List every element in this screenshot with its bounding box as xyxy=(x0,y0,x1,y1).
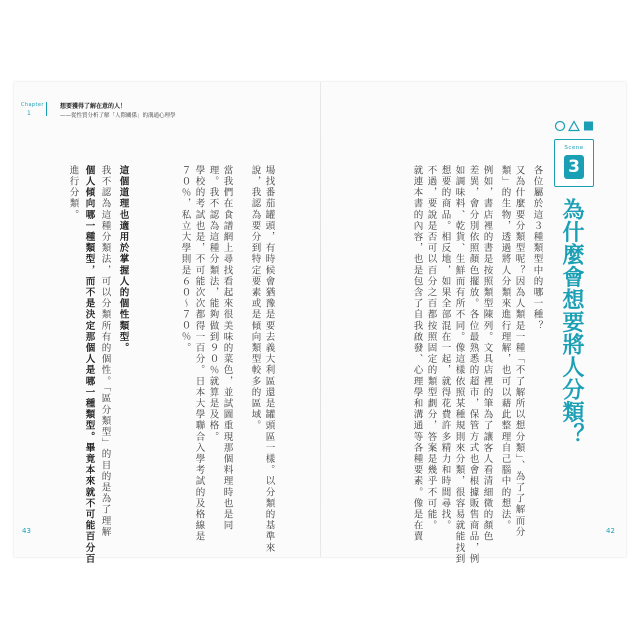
body-line: 想要的商品。相反地，如果全部混在一起，就得花費許多精力和時間尋找。 xyxy=(439,165,451,532)
body-line: 又為什麼要分類型呢？因為人類是一種「不了解所以想分類」、為了了解而分 xyxy=(513,165,525,538)
chapter-subtitle: ——從性質分析了解「人際關係」的溝通心理學 xyxy=(60,113,176,119)
page-number-left: 43 xyxy=(22,527,31,535)
body-line: 場找番茄罐頭，有時候會猶豫是要去義大利區還是罐頭區一樣。以分類的基準來 xyxy=(263,165,275,554)
body-line: 進行分類。 xyxy=(67,165,79,221)
chapter-number: 1 xyxy=(27,110,31,117)
triangle-icon xyxy=(569,122,579,131)
page-number-right: 42 xyxy=(606,527,615,535)
body-line: ７０％，私立大學則是６０～７０％。 xyxy=(179,165,191,354)
shape-icons xyxy=(554,120,594,132)
square-icon xyxy=(584,122,593,131)
body-line: 我不認為這種分類法，可以分類所有的個性。「區分類型」的目的是為了理解 xyxy=(99,165,111,538)
chapter-label: Chapter xyxy=(21,102,44,108)
body-line: 理。我不認為這種分類法，能夠做到９０％就算是及格。 xyxy=(207,165,219,443)
body-line: 就連本書的內容，也是包含了自我啟發、心理學和溝通等各種要素。像是在賣 xyxy=(411,165,423,543)
body-line: 差異，會分別依照顏色擺放。各位最熟悉的超市，保管方式也會根據販售商品，例 xyxy=(467,165,479,565)
chapter-divider xyxy=(46,102,47,116)
body-line: 學校的考試也是，不可能次次都得一百分。日本大學聯合入學考試的及格線是 xyxy=(193,165,205,543)
emphasis-line: 個人傾向哪一種類型，而不是決定那個人是哪一種類型。畢竟本來就不可能百分百 xyxy=(83,165,95,565)
body-line: 例如，書店裡的書是按照類型陳列。文具店裡的筆為了讓客人看清細微的顏色 xyxy=(481,165,493,543)
scene-box xyxy=(554,139,594,187)
body-line: 類」的生物，透過將人分類來進行理解，也可以藉此整理自己腦中的想法。 xyxy=(499,165,511,532)
page-gutter xyxy=(320,82,321,557)
circle-icon xyxy=(556,122,565,131)
emphasis-line: 這個道理也適用於掌握人的個性類型。 xyxy=(117,165,129,354)
chapter-title: 想要獲得了解在意的人！ xyxy=(60,103,127,110)
scene-label: Scene xyxy=(564,145,584,151)
scene-number-badge: 3 xyxy=(564,155,584,179)
body-line: 說，我認為要分到特定要素或是傾向類型較多的區域。 xyxy=(249,165,261,432)
body-line: 如調味料、乾貨、生鮮而有所不同。像這樣依照某種規則來分類，很容易就能找到 xyxy=(453,165,465,565)
body-line: 不過，要說是否可以百分之百都按照固定的類型劃分，答案是幾乎不可能。 xyxy=(425,165,437,532)
body-line: 當我們在食譜網上尋找看起來很美味的菜色，並試圖重現那個料理時也是同 xyxy=(221,165,233,532)
scene-heading: 為什麼會想要將人分類？ xyxy=(559,198,584,446)
body-line: 各位屬於這３種類型中的哪一種？ xyxy=(531,165,543,332)
